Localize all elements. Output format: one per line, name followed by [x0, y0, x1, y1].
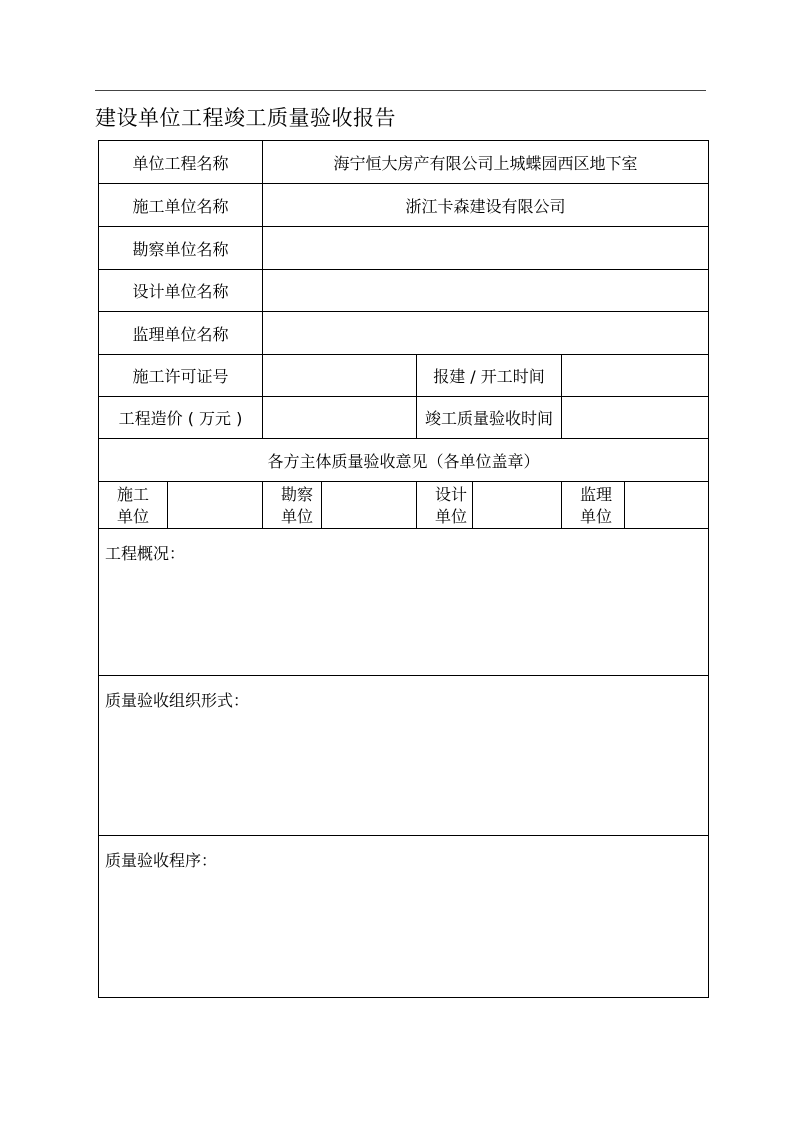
contractor-stamp-label [99, 482, 168, 529]
survey-label: 勘察单位名称 [99, 227, 263, 270]
contractor-label: 施工单位名称 [99, 184, 263, 227]
supervision-value[interactable] [263, 312, 709, 355]
stamp-label-line1: 勘察 [281, 485, 314, 504]
project-overview-section[interactable] [99, 529, 709, 676]
row-permit [99, 355, 709, 397]
design-label: 设计单位名称 [99, 270, 263, 312]
start-date-value[interactable] [562, 355, 709, 397]
row-opinions-header [99, 439, 709, 482]
row-organization [99, 676, 709, 836]
supervision-stamp-area[interactable] [625, 482, 709, 529]
permit-value[interactable] [263, 355, 417, 397]
design-value[interactable] [263, 270, 709, 312]
acceptance-procedure-label: 质量验收程序： [105, 851, 218, 870]
acceptance-date-label: 竣工质量验收时间 [417, 397, 562, 439]
row-project-name [99, 141, 709, 184]
cost-label: 工程造价 ( 万元 ) [99, 397, 263, 439]
supervision-label: 监理单位名称 [99, 312, 263, 355]
row-supervision [99, 312, 709, 355]
survey-value[interactable] [263, 227, 709, 270]
stamp-label-line2: 单位 [281, 507, 314, 526]
design-stamp-label [417, 482, 473, 529]
acceptance-organization-label: 质量验收组织形式： [105, 691, 250, 710]
stamp-label-line2: 单位 [117, 507, 150, 526]
supervision-stamp-label [562, 482, 625, 529]
design-stamp-area[interactable] [473, 482, 562, 529]
row-design [99, 270, 709, 312]
cost-value[interactable] [263, 397, 417, 439]
contractor-stamp-area[interactable] [168, 482, 263, 529]
acceptance-organization-section[interactable] [99, 676, 709, 836]
stamp-label-line2: 单位 [580, 507, 613, 526]
stamp-label-line1: 施工 [117, 485, 150, 504]
header-rule [95, 90, 706, 91]
start-date-label: 报建 / 开工时间 [417, 355, 562, 397]
contractor-value[interactable]: 浙江卡森建设有限公司 [263, 184, 709, 227]
row-overview [99, 529, 709, 676]
acceptance-date-value[interactable] [562, 397, 709, 439]
project-overview-label: 工程概况： [105, 544, 186, 563]
project-name-value[interactable]: 海宁恒大房产有限公司上城蝶园西区地下室 [263, 141, 709, 184]
survey-stamp-area[interactable] [322, 482, 417, 529]
project-name-label: 单位工程名称 [99, 141, 263, 184]
row-unit-stamps [99, 482, 709, 529]
acceptance-procedure-section[interactable] [99, 836, 709, 998]
row-survey [99, 227, 709, 270]
row-procedure [99, 836, 709, 998]
acceptance-report-table [98, 140, 709, 998]
permit-label: 施工许可证号 [99, 355, 263, 397]
stamp-label-line1: 设计 [435, 485, 468, 504]
document-title: 建设单位工程竣工质量验收报告 [95, 106, 396, 130]
stamp-label-line2: 单位 [435, 507, 468, 526]
row-contractor [99, 184, 709, 227]
survey-stamp-label [263, 482, 322, 529]
stamp-label-line1: 监理 [580, 485, 613, 504]
row-cost [99, 397, 709, 439]
opinions-header: 各方主体质量验收意见（各单位盖章） [99, 439, 709, 482]
